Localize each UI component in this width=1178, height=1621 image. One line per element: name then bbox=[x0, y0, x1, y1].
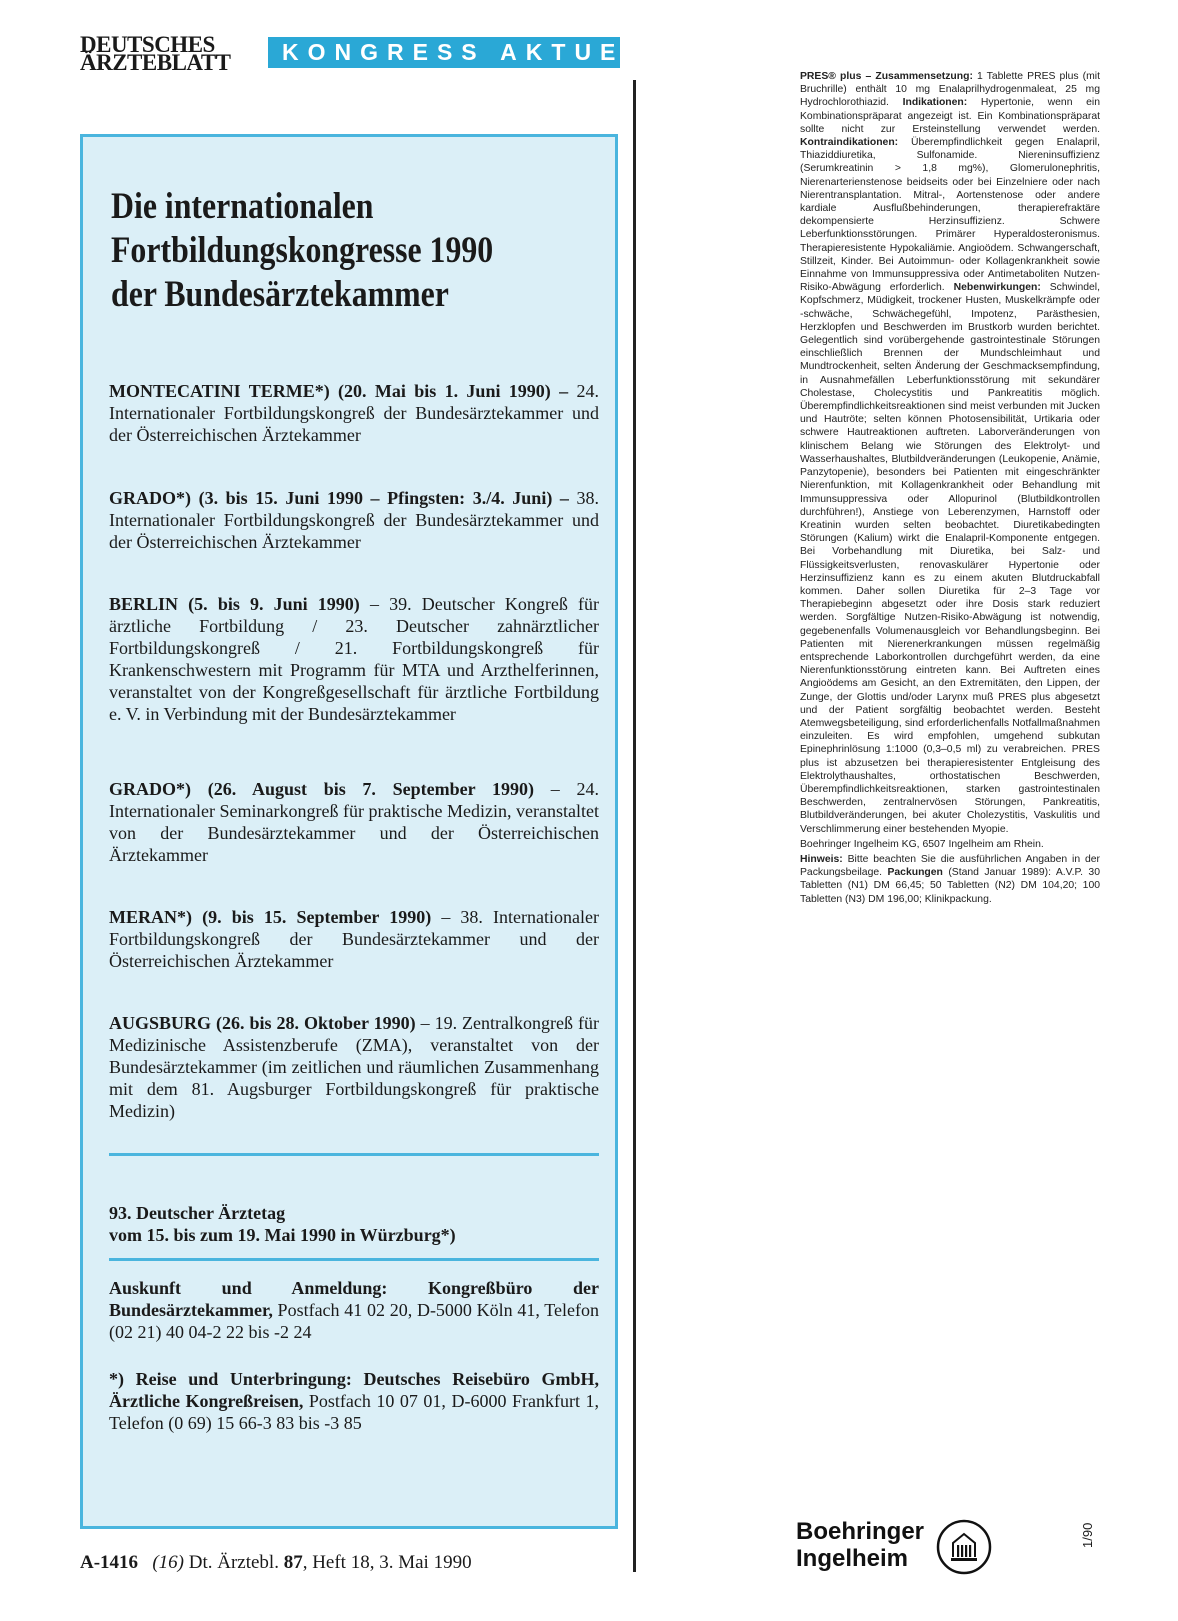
brand-line2: Ingelheim bbox=[796, 1545, 909, 1572]
pi-contra-label: Kontraindikationen: bbox=[800, 137, 899, 149]
entry-title: MONTECATINI TERME*) (20. Mai bis 1. Juni 1990) – bbox=[109, 381, 569, 401]
column-divider bbox=[633, 80, 636, 1572]
aerztetag-line1: 93. Deutscher Ärztetag bbox=[109, 1203, 286, 1223]
contact-label: Auskunft und Anmeldung: Kongreßbüro der Bundesärztekammer, bbox=[109, 1278, 599, 1320]
pi-side-effects: Schwindel, Kopfschmerz, Müdigkeit, trockener Husten, Muskelkrämpfe oder -schwäche, Schwächegefühl, Impotenz, Parästhesien, Herzklopfen und Beschwerden im Brustkorb wurden berichtet. Gelegentlich sind vorübergehende gastrointestinale Störungen einschließlich Brennen der Mundschleimhaut und Mundtrockenheit, selten Änderung der Geschmacksempfindung, in Ausnahmefällen Leberfunktionsstörung mit sekundärer Cholestase, Cholecystitis und Pankreatitis möglich. Überempfindlichkeitsreaktionen sind meist verbunden mit Jucken und Hautröte; selten können Photosensibilität, Urtikaria oder schwere Hautreaktionen auftreten. Laborveränderungen von klinischem Belang wie Störungen des Elektrolyt- und Wasserhaushaltes, Blutbildveränderungen (Leukopenie, Anämie, Panzytopenie), besonders bei Patienten mit eingeschränkter Nierenfunktion, mit Kollagenkrankheit oder Behandlung mit Immunsuppressiva oder Allopurinol (Blutbildkontrollen durchführen!), Anstiege von Leberenzymen, Harnstoff oder Kreatinin wurden selten beobachtet. Diuretikabedingten Störungen (Kalium) wirkt die Enalapril-Komponente entgegen. Bei Vorbehandlung mit Diuretika, bei Salz- und Flüssigkeitsverlusten, renovaskulärer Hypertonie oder Herzinsuffizienz kann es zu einem akuten Blutdruckabfall kommen. Daher sollen Diuretika für 2–3 Tage vor Therapiebeginn abgesetzt oder ihre Dosis stark reduziert werden. Sorgfältige Nutzen-Risiko-Abwägung ist notwendig, gegebenenfalls Volumenausgleich vor Behandlungsbeginn. Bei Patienten mit Nierenerkrankungen müssen regelmäßig entsprechende Laborkontrollen durchgeführt werden, da eine Nierenfunktionsstörung eintreten kann. Bei Auftreten eines Angioödems am Gesicht, an den Extremitäten, den Lippen, der Zunge, der Glottis und/oder Larynx muß PRES plus abgesetzt und der Patient sorgfältig beobachtet werden. Besteht Atemwegsbeteiligung, sind erforderlichenfalls Notfallmaßnahmen einzuleiten. Es wird empfohlen, umgehend subkutan Epinephrinlösung 1:1000 (0,3–0,5 ml) zu verabreichen. PRES plus ist abzusetzen bei therapieresistenter Entgleisung des Elektrolythaushaltes, orthostatischen Beschwerden, Überempfindlichkeitsreaktionen, starken gastrointestinalen Beschwerden, zentralnervösen Störungen, Pankreatitis, Blutbildveränderungen, bei akuter Cholezystitis, Vaskulitis und Verschlimmerung einer bestehenden Myopie. bbox=[800, 282, 1100, 835]
pi-title: PRES® plus – Zusammensetzung: bbox=[800, 71, 973, 82]
entry-augsburg bbox=[109, 1012, 599, 1122]
headline-line3: der Bundesärztekammer bbox=[111, 274, 449, 315]
divider bbox=[109, 1258, 599, 1261]
headline bbox=[111, 185, 493, 317]
volume: 87 bbox=[283, 1552, 303, 1573]
travel-label: *) Reise und Unterbringung: Deutsches Reisebüro GmbH, Ärztliche Kongreßreisen, bbox=[109, 1369, 599, 1411]
entry-text: – 39. Deutscher Kongreß für ärztliche Fortbildung / 23. Deutscher zahnärztlicher Fortbildungskongreß / 21. Fortbildungskongreß für Krankenschwestern mit Programm für MTA und Arzthelferinnen, veranstaltet von der Kongreßgesellschaft für ärztliche Fortbildung e. V. in Verbindung mit der Bundesärztekammer bbox=[109, 594, 600, 724]
pi-note-label: Hinweis: bbox=[800, 853, 843, 865]
pi-indications-label: Indikationen: bbox=[888, 97, 968, 109]
pi-indications: Hypertonie, wenn ein Kombinationspräparat angezeigt ist. Ein Kombinationspräparat sollte nicht zur Ersteinstellung verwendet werden. bbox=[800, 97, 1100, 135]
entry-title: GRADO*) (26. August bis 7. September 1990) bbox=[109, 779, 535, 799]
page-number: A-1416 bbox=[80, 1552, 139, 1573]
section-banner: KONGRESS AKTUELL bbox=[268, 37, 620, 68]
entry-montecatini bbox=[109, 380, 599, 446]
pi-side-effects-label: Nebenwirkungen: bbox=[944, 282, 1041, 294]
travel-info bbox=[109, 1368, 599, 1434]
pi-contraindications: Überempfindlichkeit gegen Enalapril, Thiaziddiuretika, Sulfonamide. Niereninsuffizienz (Serumkreatinin > 1,8 mg%), Glomerulonephritis, Nierenarterienstenose beidseits oder bei Einzelniere oder nach Nierentransplantation. Mitral-, Aortenstenose oder andere kardiale Ausflußbehinderungen, therapierefraktäre dekompensierte Herzinsuffizienz. Schwere Leberfunktionsstörungen. Primärer Hyperaldosteronismus. Therapieresistente Hypokaliämie. Angioödem. Schwangerschaft, Stillzeit, Kinder. Bei Autoimmun- oder Kollagenkrankheit sowie Einnahme von Immunsuppressiva oder Antimetaboliten Nutzen-Risiko-Abwägung erforderlich. bbox=[800, 137, 1100, 294]
entry-title: GRADO*) (3. bis 15. Juni 1990 – Pfingsten: 3./4. Juni) – bbox=[109, 488, 569, 508]
headline-line2: Fortbildungskongresse 1990 bbox=[111, 230, 494, 271]
pi-composition: 1 Tablette PRES plus (mit Bruchrille) enthält 10 mg Enalaprilhydrogenmaleat, 25 mg Hydrochlorothiazid. bbox=[800, 71, 1100, 109]
masthead-line1: DEUTSCHES bbox=[80, 32, 215, 57]
pi-company: Boehringer Ingelheim KG, 6507 Ingelheim am Rhein. bbox=[800, 838, 1044, 850]
masthead-line2: ÄRZTEBLATT bbox=[80, 50, 231, 75]
travel-text: Postfach 10 07 01, D-6000 Frankfurt 1, Telefon (0 69) 15 66-3 83 bis -3 85 bbox=[109, 1391, 599, 1433]
aerztetag-notice bbox=[109, 1202, 456, 1246]
brand-name bbox=[796, 1518, 924, 1572]
prescribing-information bbox=[800, 70, 1100, 908]
entry-berlin bbox=[109, 593, 599, 725]
entry-title: MERAN*) (9. bis 15. September 1990) bbox=[109, 907, 432, 927]
ad-code: 1/90 bbox=[1080, 1522, 1095, 1548]
entry-grado-june bbox=[109, 487, 599, 553]
boehringer-logo-icon bbox=[936, 1519, 992, 1575]
divider bbox=[109, 1153, 599, 1156]
entry-title: BERLIN (5. bis 9. Juni 1990) bbox=[109, 594, 360, 614]
entry-grado-august bbox=[109, 778, 599, 866]
contact-info bbox=[109, 1277, 599, 1343]
headline-line1: Die internationalen bbox=[111, 186, 374, 227]
entry-text: 24. Internationaler Fortbildungskongreß der Bundesärztekammer und der Österreichischen Ärztekammer bbox=[109, 381, 600, 445]
entry-text: – 19. Zentralkongreß für Medizinische Assistenzberufe (ZMA), veranstaltet von der Bundesärztekammer (im zeitlichen und räumlichen Zusammenhang mit dem 81. Augsburger Fortbildungskongreß für praktische Medizin) bbox=[109, 1013, 599, 1121]
brand-line1: Boehringer bbox=[796, 1518, 925, 1545]
page-footer bbox=[80, 1552, 472, 1574]
contact-text: Postfach 41 02 20, D-5000 Köln 41, Telefon (02 21) 40 04-2 22 bis -2 24 bbox=[109, 1300, 599, 1342]
pi-packages-label: Packungen bbox=[882, 867, 943, 879]
entry-meran bbox=[109, 906, 599, 972]
congress-box bbox=[80, 134, 618, 1529]
pi-note: Bitte beachten Sie die ausführlichen Angaben in der Packungsbeilage. bbox=[800, 853, 1100, 879]
entry-text: 38. Internationaler Fortbildungskongreß der Bundesärztekammer und der Österreichischen Ärztekammer bbox=[109, 488, 599, 552]
entry-title: AUGSBURG (26. bis 28. Oktober 1990) bbox=[109, 1013, 416, 1033]
pi-packages: (Stand Januar 1989): A.V.P. 30 Tabletten (N1) DM 66,45; 50 Tabletten (N2) DM 104,20; 100 Tabletten (N3) DM 196,00; Klinikpackung. bbox=[800, 867, 1100, 905]
entry-text: – 38. Internationaler Fortbildungskongreß der Bundesärztekammer und der Österreichischen Ärztekammer bbox=[109, 907, 599, 971]
aerztetag-line2: vom 15. bis zum 19. Mai 1990 in Würzburg*) bbox=[109, 1225, 456, 1245]
issue-info: , Heft 18, 3. Mai 1990 bbox=[302, 1552, 472, 1573]
journal-name: Dt. Ärztebl. bbox=[188, 1552, 279, 1573]
issue-page: (16) bbox=[152, 1552, 184, 1573]
entry-text: – 24. Internationaler Seminarkongreß für praktische Medizin, veranstaltet von der Bundesärztekammer und der Österreichischen Ärztekammer bbox=[109, 779, 599, 865]
masthead bbox=[80, 32, 270, 75]
